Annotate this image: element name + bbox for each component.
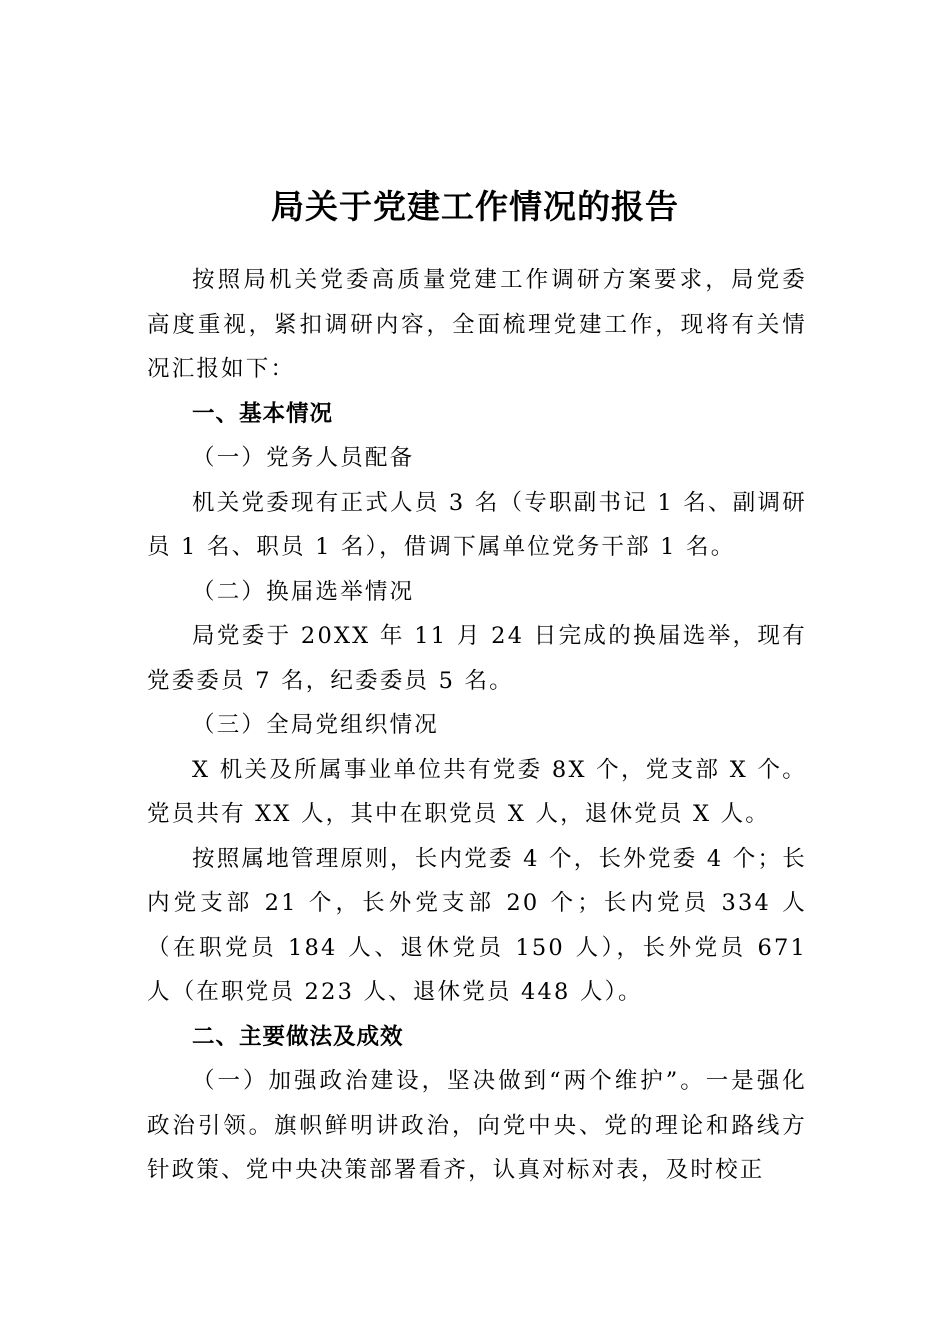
subsection-heading-staffing: （一）党务人员配备 bbox=[192, 445, 415, 471]
section-heading-main-practices: 二、主要做法及成效 bbox=[192, 1023, 404, 1050]
paragraph-territorial-management: 按照属地管理原则，长内党委 4 个，长外党委 4 个；长内党支部 21 个，长外党支部 20 个；长内党员 334 人（在职党员 184 人、退休党员 150 人），长外党员 671 人（在职党员 223 人、退休党员 448 人）。 bbox=[147, 845, 807, 1005]
subsection-heading-organizations: （三）全局党组织情况 bbox=[192, 712, 440, 738]
document-title: 局关于党建工作情况的报告 bbox=[271, 187, 679, 227]
paragraph-political-building: （一）加强政治建设，坚决做到“两个维护”。一是强化政治引领。旗帜鲜明讲政治，向党中央、党的理论和路线方针政策、党中央决策部署看齐，认真对标对表，及时校正 bbox=[147, 1068, 807, 1183]
subsection-heading-election: （二）换届选举情况 bbox=[192, 578, 415, 605]
document-body bbox=[147, 258, 807, 1193]
paragraph-staffing: 机关党委现有正式人员 3 名（专职副书记 1 名、副调研员 1 名、职员 1 名），借调下属单位党务干部 1 名。 bbox=[147, 489, 807, 560]
paragraph-election: 局党委于 20XX 年 11 月 24 日完成的换届选举，现有党委委员 7 名，纪委委员 5 名。 bbox=[147, 623, 807, 694]
paragraph-organizations: X 机关及所属事业单位共有党委 8X 个，党支部 X 个。党员共有 XX 人，其中在职党员 X 人，退休党员 X 人。 bbox=[147, 756, 807, 827]
intro-paragraph: 按照局机关党委高质量党建工作调研方案要求，局党委高度重视，紧扣调研内容，全面梳理党建工作，现将有关情况汇报如下： bbox=[147, 267, 807, 382]
section-heading-basic-info: 一、基本情况 bbox=[192, 400, 334, 427]
